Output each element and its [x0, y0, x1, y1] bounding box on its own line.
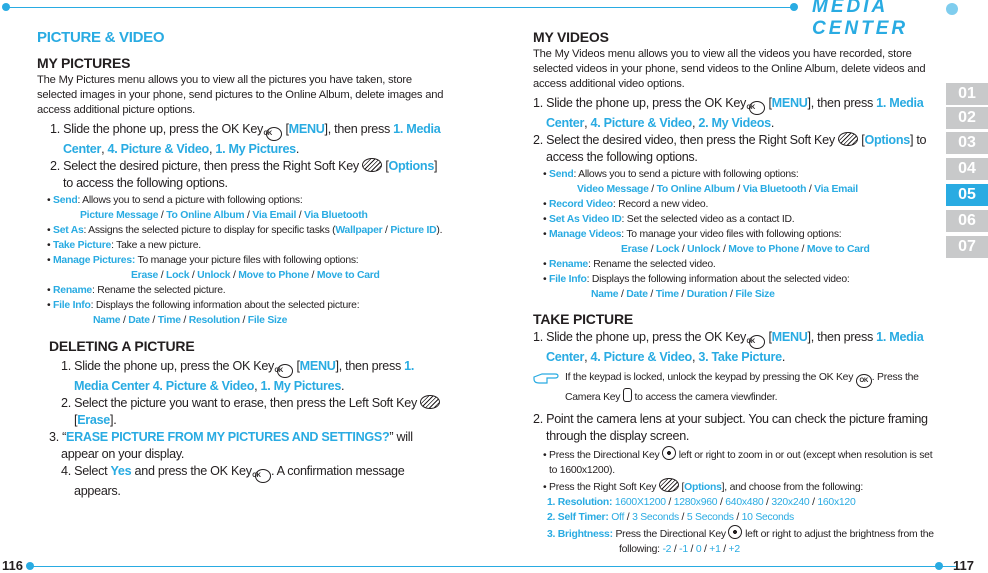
step-text: and press the OK Key [134, 464, 252, 478]
my-videos-title: MY VIDEOS [533, 29, 609, 45]
camera-key-icon [623, 388, 632, 402]
brightness-option [543, 525, 938, 542]
bullet-text: Press the Directional Key [549, 450, 660, 461]
option-desc: : Set the selected video as a contact ID. [621, 214, 795, 225]
step-number: 1. [50, 122, 60, 136]
option-desc: : Rename the selected video. [587, 259, 716, 270]
option-record-video: • Record Video: Record a new video. [543, 199, 709, 210]
manage-sub-options: Erase / Lock / Unlock / Move to Phone / Move to Card [621, 244, 870, 255]
ok-key-icon: OK [749, 335, 765, 349]
ok-key-icon: OK [266, 127, 282, 141]
sub-option: Time [655, 289, 679, 300]
note-text: If the keypad is locked, unlock the keypad by pressing the OK Key [565, 372, 854, 383]
sub-option: Move to Phone [728, 244, 799, 255]
footer-rule [28, 566, 956, 567]
sub-option: Wallpaper [335, 225, 383, 236]
brightness-values: following: -2 / -1 / 0 / +1 / +2 [619, 544, 740, 555]
left-soft-key-icon [420, 395, 440, 409]
options-label: Options [684, 482, 722, 493]
deleting-steps [37, 358, 447, 500]
sub-option: Erase [621, 244, 649, 255]
step-text: will appear on your display. [61, 430, 413, 461]
step-text: Select the desired picture, then press the Right Soft Key [63, 159, 359, 173]
right-soft-key-icon [838, 132, 858, 146]
note-text: . Press the Camera Key [565, 372, 919, 403]
option-desc: : Record a new video. [612, 199, 709, 210]
menu-path: 1. Media Center [546, 330, 924, 364]
option-name: Set As [53, 225, 84, 236]
step-text: , then press [810, 330, 873, 344]
option-desc: : Allows you to send a picture with following options: [573, 169, 799, 180]
option-desc: : Displays the following information about the selected video: [586, 274, 850, 285]
bullet-text: , and choose from the following: [724, 482, 864, 493]
menu-path: 1. Media Center [546, 96, 924, 130]
step-text: Select [74, 464, 108, 478]
sub-option: Via Bluetooth [742, 184, 807, 195]
step-number: 1. [533, 330, 543, 344]
menu-path: 1. My Pictures [215, 142, 296, 156]
send-sub-options: Picture Message / To Online Album / Via Email / Via Bluetooth [80, 210, 368, 221]
option-desc: Press the Directional Key [615, 529, 726, 540]
option-name: 2. Self Timer: [547, 512, 609, 523]
option-value: 5 Seconds [686, 512, 734, 523]
option-value: 320x240 [771, 497, 810, 508]
delete-step-4 [49, 463, 447, 500]
delete-step-1: 1. Slide the phone up, press the OK Key OK [MENU], then press 1. Media Center 4. Picture & Video, 1. My Pictures. [61, 359, 415, 393]
step-number: 1. [533, 96, 543, 110]
page-number-left: 116 [2, 558, 23, 573]
info-sub-options: Name / Date / Time / Duration / File Size [591, 289, 775, 300]
take-picture-title: TAKE PICTURE [533, 311, 634, 327]
menu-label: MENU [771, 330, 808, 344]
sub-option: Erase [131, 270, 159, 281]
bullet-text: Press the Right Soft Key [549, 482, 657, 493]
sub-option: Date [626, 289, 648, 300]
options-bullet: • Press the Right Soft Key [Options], and choose from the following: [543, 478, 938, 495]
my-videos-intro: The My Videos menu allows you to view all the videos you have recorded, store selected videos in your phone, send videos to the Online Album, delete videos and access additional video options. [533, 48, 926, 90]
step-text: Slide the phone up, press the OK Key [63, 122, 264, 136]
right-soft-key-icon [659, 478, 679, 492]
sub-option: Move to Phone [238, 270, 309, 281]
step-text: , then press [810, 96, 873, 110]
footer-dot-left [26, 562, 34, 570]
chapter-tab-01[interactable]: 01 [946, 83, 988, 105]
menu-path: 4. Picture & Video [107, 142, 209, 156]
zoom-bullet: • Press the Directional Key left or right to zoom in or out (except when resolution is set to 1600x1200). [543, 446, 938, 478]
option-desc: : Allows you to send a picture with following options: [77, 195, 303, 206]
bullet-text: left or right to zoom in or out (except when resolution is set to 1600x1200). [549, 450, 933, 476]
option-name: 1. Resolution: [547, 497, 613, 508]
option-name: Rename [549, 259, 588, 270]
directional-key-icon [728, 525, 742, 539]
videos-step-2: 2. Select the desired video, then press the Right Soft Key [Options] to access the following options. [533, 133, 927, 164]
page-number-right: 117 [953, 558, 974, 573]
option-send: • Send: Allows you to send a picture with following options: [47, 195, 303, 206]
chapter-tab-07[interactable]: 07 [946, 236, 988, 258]
step-number: 2. [61, 396, 71, 410]
step-number: 3. [49, 430, 59, 444]
step-text: Select the desired video, then press the Right Soft Key [546, 133, 835, 147]
option-value: -2 [662, 544, 672, 555]
step-text: Select the picture you want to erase, then press the Left Soft Key [74, 396, 417, 410]
right-page [533, 29, 938, 557]
sub-option: Move to Card [806, 244, 870, 255]
chapter-tab-02[interactable]: 02 [946, 107, 988, 129]
option-desc: : To manage your video files with following options: [621, 229, 842, 240]
option-name: Manage Videos [549, 229, 622, 240]
note-text: to access the camera viewfinder. [634, 392, 778, 403]
menu-path: 1. Media Center [63, 122, 441, 156]
pictures-step-2: 2. Select the desired picture, then press the Right Soft Key [Options] to access the following options. [50, 159, 438, 190]
option-manage-pictures: • Manage Pictures: To manage your picture files with following options: [47, 255, 359, 266]
ok-key-icon: OK [277, 364, 293, 378]
menu-path: 1. My Pictures [260, 379, 342, 393]
option-manage-videos: • Manage Videos: To manage your video files with following options: [543, 229, 842, 240]
sub-option: Video Message [577, 184, 649, 195]
option-value: 1600X1200 [614, 497, 666, 508]
menu-label: MENU [299, 359, 336, 373]
erase-label: Erase [77, 413, 111, 427]
note-hand-icon [533, 371, 559, 385]
videos-step-1: 1. Slide the phone up, press the OK Key OK [MENU], then press 1. Media Center, 4. Picture & Video, 2. My Videos. [533, 96, 924, 130]
option-value: 3 Seconds [632, 512, 679, 523]
option-name: Send [549, 169, 574, 180]
manage-sub-options: Erase / Lock / Unlock / Move to Phone / Move to Card [131, 270, 380, 281]
option-value: 1280x960 [673, 497, 718, 508]
sub-option: Picture Message [80, 210, 159, 221]
sub-option: Lock [655, 244, 680, 255]
ok-key-icon: OK [255, 469, 271, 483]
option-desc: left or right to adjust the brightness from the [745, 529, 934, 540]
step-number: 1. [61, 359, 71, 373]
option-file-info: • File Info: Displays the following information about the selected picture: [47, 300, 360, 311]
option-name: File Info [549, 274, 587, 285]
option-name: Record Video [549, 199, 613, 210]
option-take-picture: • Take Picture: Take a new picture. [47, 240, 201, 251]
sub-option: Lock [165, 270, 190, 281]
sub-option: Move to Card [316, 270, 380, 281]
left-page [37, 29, 447, 500]
step-text: Slide the phone up, press the OK Key [546, 330, 747, 344]
step-text: Slide the phone up, press the OK Key [546, 96, 747, 110]
option-value: 10 Seconds [741, 512, 795, 523]
option-name: 3. Brightness: [547, 529, 613, 540]
send-sub-options: Video Message / To Online Album / Via Bluetooth / Via Email [577, 184, 858, 195]
take-step-1: 1. Slide the phone up, press the OK Key OK [MENU], then press 1. Media Center, 4. Picture & Video, 3. Take Picture. [533, 330, 924, 364]
menu-label: MENU [771, 96, 808, 110]
menu-label: MENU [288, 122, 325, 136]
sub-option: Time [157, 315, 181, 326]
menu-path: 4. Picture & Video [590, 116, 692, 130]
option-name: Rename [53, 285, 92, 296]
menu-path: 3. Take Picture [698, 350, 782, 364]
header-rule-dot-right [790, 3, 798, 11]
option-set-as-video-id: • Set As Video ID: Set the selected video as a contact ID. [543, 214, 795, 225]
delete-step-2: 2. Select the picture you want to erase, then press the Left Soft Key [Erase]. [49, 395, 447, 429]
yes-label: Yes [110, 464, 132, 478]
my-pictures-title: MY PICTURES [37, 55, 131, 71]
step-text: to access the following options. [63, 176, 228, 190]
option-desc: : Rename the selected picture. [91, 285, 226, 296]
note [533, 370, 937, 405]
step-text: , then press [327, 122, 390, 136]
options-label: Options [864, 133, 910, 147]
sub-option: To Online Album [166, 210, 245, 221]
deleting-title: DELETING A PICTURE [49, 338, 195, 354]
section-title: PICTURE & VIDEO [37, 29, 165, 46]
sub-option: Via Email [814, 184, 858, 195]
step-number: 4. [61, 464, 71, 478]
footer-dot-right [935, 562, 943, 570]
chapter-tab-05[interactable]: 05 [946, 184, 988, 206]
menu-path: 4. Picture & Video [590, 350, 692, 364]
sub-option: Via Email [252, 210, 297, 221]
camera-options [533, 446, 938, 557]
sub-option: Unlock [687, 244, 721, 255]
sub-option: Resolution [188, 315, 240, 326]
options-label: Options [388, 159, 435, 173]
option-set-as: • Set As: Assigns the selected picture to display for specific tasks (Wallpaper / Picture ID). [47, 225, 443, 236]
option-value: +1 [709, 544, 721, 555]
chapter-tab-06[interactable]: 06 [946, 210, 988, 232]
ok-key-icon: OK [856, 374, 872, 388]
step-number: 2. [533, 133, 543, 147]
option-value: +2 [728, 544, 740, 555]
sub-option: Via Bluetooth [304, 210, 368, 221]
take-step-2 [533, 411, 938, 445]
videos-options-list [533, 167, 938, 302]
option-value: 160x120 [817, 497, 856, 508]
chapter-tab-03[interactable]: 03 [946, 132, 988, 154]
option-name: Set As Video ID [549, 214, 622, 225]
header-title-dot [946, 3, 958, 15]
option-rename: • Rename: Rename the selected video. [543, 259, 716, 270]
menu-path: 2. My Videos [698, 116, 771, 130]
my-pictures-intro: The My Pictures menu allows you to view all the pictures you have taken, store selected images in your phone, send pictures to the Online Album, delete images and access additional picture options. [37, 74, 444, 116]
ok-key-icon: OK [749, 101, 765, 115]
option-send: • Send: Allows you to send a picture with following options: [543, 169, 799, 180]
header-title: MEDIA CENTER [812, 0, 909, 39]
step-text: Slide the phone up, press the OK Key [74, 359, 275, 373]
option-value: -1 [679, 544, 688, 555]
info-sub-options: Name / Date / Time / Resolution / File Size [93, 315, 288, 326]
chapter-tab-04[interactable]: 04 [946, 158, 988, 180]
step-number: 2. [533, 412, 543, 426]
option-desc: following: [619, 544, 660, 555]
sub-option: File Size [247, 315, 288, 326]
delete-step-3: 3. “ERASE PICTURE FROM MY PICTURES AND SETTINGS?” will appear on your display. [49, 430, 413, 461]
option-name: Take Picture [53, 240, 112, 251]
sub-option: File Size [735, 289, 775, 300]
sub-option: Name [591, 289, 619, 300]
self-timer-option: 2. Self Timer: Off / 3 Seconds / 5 Seconds / 10 Seconds [547, 512, 795, 523]
option-desc: : Displays the following information about the selected picture: [90, 300, 360, 311]
header-rule [6, 7, 794, 8]
step-text: to access the following options. [546, 133, 927, 164]
option-name: Send [53, 195, 78, 206]
sub-option: Picture ID [390, 225, 437, 236]
step-text: Point the camera lens at your subject. You can check the picture framing through the display screen. [546, 412, 928, 443]
pictures-options-list [37, 193, 447, 328]
menu-path: 4. Picture & Video [152, 379, 255, 393]
erase-confirm-message: ERASE PICTURE FROM MY PICTURES AND SETTINGS? [66, 430, 390, 444]
option-file-info: • File Info: Displays the following information about the selected video: [543, 274, 850, 285]
option-value: 0 [695, 544, 702, 555]
sub-option: To Online Album [656, 184, 735, 195]
step-text: , then press [338, 359, 401, 373]
option-desc: To manage your picture files with following options: [135, 255, 359, 266]
directional-key-icon [662, 446, 676, 460]
option-rename: • Rename: Rename the selected picture. [47, 285, 226, 296]
sub-option: Unlock [197, 270, 231, 281]
pictures-step-1: 1. Slide the phone up, press the OK Key OK [MENU], then press 1. Media Center, 4. Picture & Video, 1. My Pictures. [50, 122, 441, 156]
sub-option: Duration [686, 289, 728, 300]
resolution-option: 1. Resolution: 1600X1200 / 1280x960 / 640x480 / 320x240 / 160x120 [547, 497, 856, 508]
right-soft-key-icon [362, 158, 382, 172]
option-name: File Info [53, 300, 91, 311]
step-number: 2. [50, 159, 60, 173]
option-desc: : Assigns the selected picture to display for specific tasks ( [83, 225, 336, 236]
menu-path: 1. Media Center [74, 359, 415, 393]
option-value: 640x480 [725, 497, 764, 508]
sub-option: Name [93, 315, 121, 326]
option-name: Manage Pictures: [53, 255, 136, 266]
option-desc: : Take a new picture. [111, 240, 201, 251]
step-text: . A confirmation message appears. [74, 464, 405, 498]
option-value: Off [611, 512, 625, 523]
sub-option: Date [128, 315, 150, 326]
